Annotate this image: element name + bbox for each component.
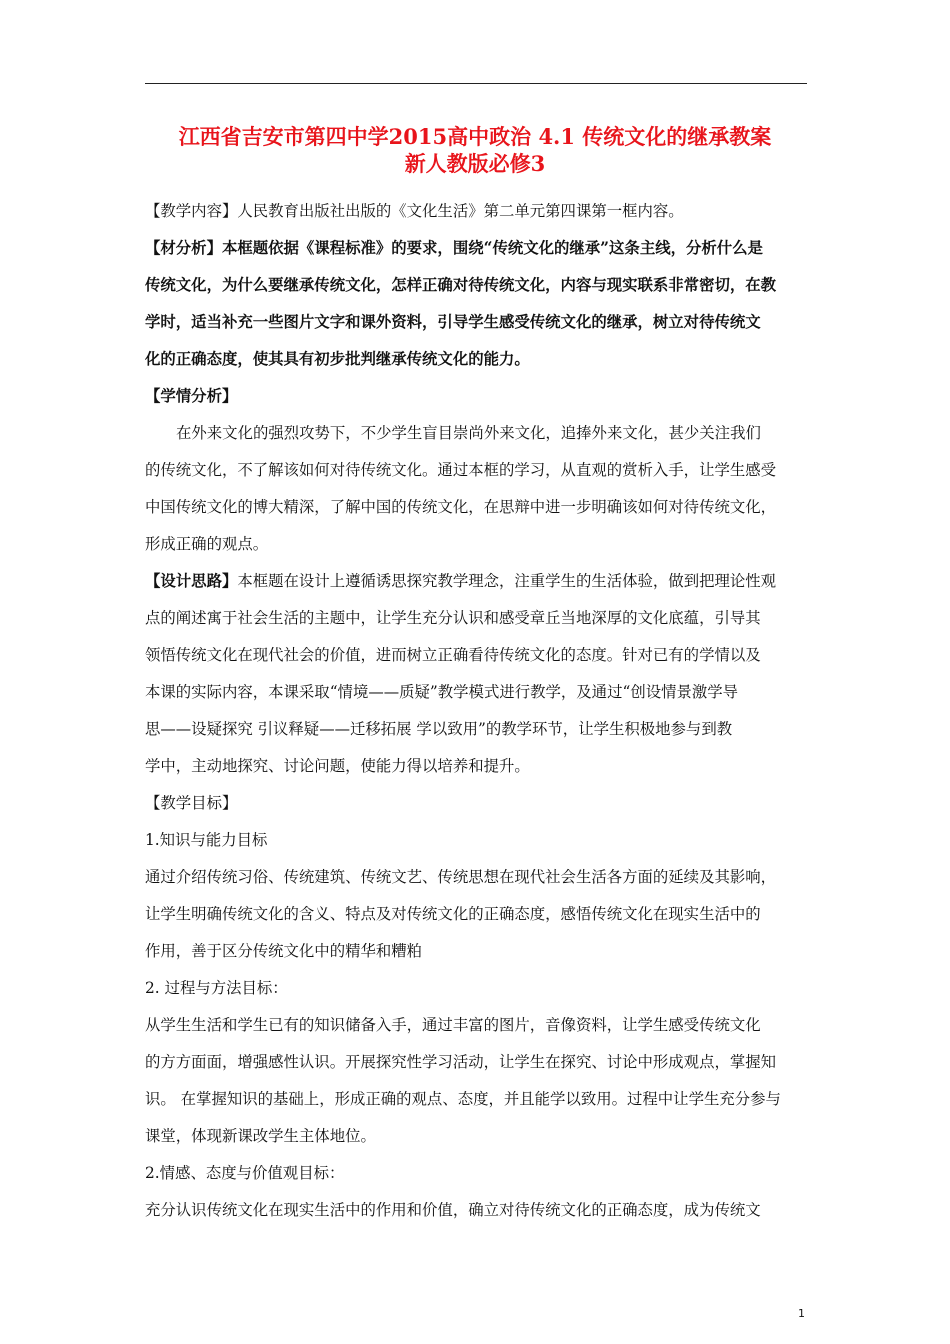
paragraph-line: 从学生生活和学生已有的知识储备入手，通过丰富的图片，音像资料，让学生感受传统文化 <box>145 1016 761 1034</box>
paragraph-line: 传统文化，为什么要继承传统文化，怎样正确对待传统文化，内容与现实联系非常密切，在教 <box>145 276 777 294</box>
paragraph-line: 的传统文化，不了解该如何对待传统文化。通过本框的学习，从直观的赏析入手，让学生感受 <box>145 461 777 479</box>
document-body <box>145 193 810 1229</box>
paragraph-line: 通过介绍传统习俗、传统建筑、传统文艺、传统思想在现代社会生活各方面的延续及其影响， <box>145 868 777 886</box>
paragraph-line: 课堂，体现新课改学生主体地位。 <box>145 1127 376 1145</box>
page-number: 1 <box>798 1307 805 1320</box>
section-heading: 【学情分析】 <box>145 387 238 405</box>
document-title-line-2: 新人教版必修3 <box>404 151 546 176</box>
paragraph-line <box>145 563 810 600</box>
paragraph-text: 本框题在设计上遵循诱思探究教学理念，注重学生的生活体验，做到把理论性观 <box>237 572 777 590</box>
paragraph-line: 学时，适当补充一些图片文字和课外资料，引导学生感受传统文化的继承，树立对待传统文 <box>145 313 761 331</box>
subsection-heading: 2.情感、态度与价值观目标： <box>145 1164 345 1182</box>
paragraph-line: 作用，善于区分传统文化中的精华和糟粕 <box>145 942 423 960</box>
section-heading: 【教学目标】 <box>145 794 238 812</box>
paragraph-line: 让学生明确传统文化的含义、特点及对传统文化的正确态度，感悟传统文化在现实生活中的 <box>145 905 761 923</box>
paragraph-line: 点的阐述寓于社会生活的主题中，让学生充分认识和感受章丘当地深厚的文化底蕴，引导其 <box>145 609 761 627</box>
paragraph-line: 思——设疑探究 引议释疑——迁移拓展 学以致用”的教学环节，让学生积极地参与到教 <box>145 720 733 738</box>
paragraph-line: 领悟传统文化在现代社会的价值，进而树立正确看待传统文化的态度。针对已有的学情以及 <box>145 646 761 664</box>
header-rule <box>145 83 807 84</box>
paragraph-line: 学中，主动地探究、讨论问题，使能力得以培养和提升。 <box>145 757 530 775</box>
section-heading: 【设计思路】 <box>145 572 238 590</box>
paragraph-line: 【材分析】本框题依据《课程标准》的要求，围绕“传统文化的继承”这条主线，分析什么是 <box>145 239 763 257</box>
paragraph-line: 形成正确的观点。 <box>145 535 269 553</box>
paragraph-line: 【教学内容】人民教育出版社出版的《文化生活》第二单元第四课第一框内容。 <box>145 202 684 220</box>
subsection-heading: 2. 过程与方法目标： <box>145 979 288 997</box>
document-title-line-1: 江西省吉安市第四中学2015高中政治 4.1 传统文化的继承教案 <box>178 124 772 149</box>
paragraph-line: 在外来文化的强烈攻势下，不少学生盲目崇尚外来文化，追捧外来文化，甚少关注我们 <box>176 424 761 442</box>
paragraph-line: 的方方面面，增强感性认识。开展探究性学习活动，让学生在探究、讨论中形成观点，掌握知 <box>145 1053 777 1071</box>
paragraph-line: 中国传统文化的博大精深，了解中国的传统文化，在思辩中进一步明确该如何对待传统文化， <box>145 498 777 516</box>
paragraph-line: 本课的实际内容，本课采取“情境——质疑”教学模式进行教学，及通过“创设情景激学导 <box>145 683 739 701</box>
paragraph-line: 充分认识传统文化在现实生活中的作用和价值，确立对待传统文化的正确态度，成为传统文 <box>145 1201 761 1219</box>
subsection-heading: 1.知识与能力目标 <box>145 831 268 849</box>
paragraph-line: 化的正确态度，使其具有初步批判继承传统文化的能力。 <box>145 350 530 368</box>
paragraph-line: 识。 在掌握知识的基础上，形成正确的观点、态度，并且能学以致用。过程中让学生充分参与 <box>145 1090 781 1108</box>
